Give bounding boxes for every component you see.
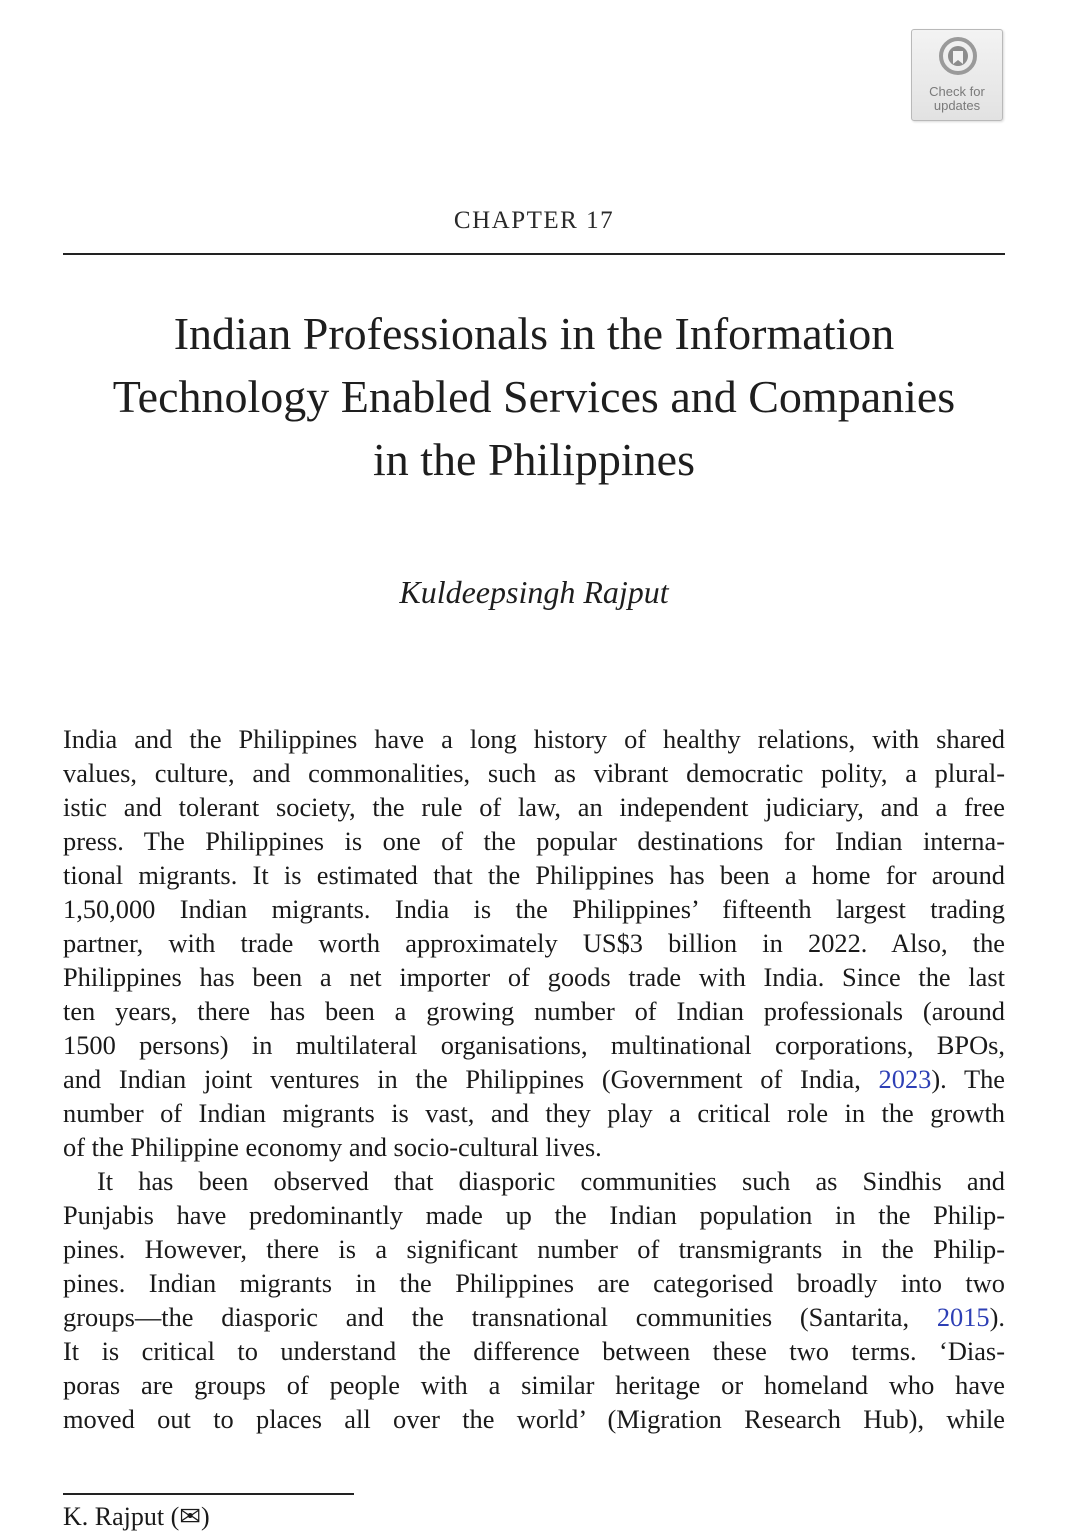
- body-text: [63, 722, 1005, 1436]
- title-line-1: Indian Professionals in the Information: [173, 308, 895, 359]
- badge-line-1: Check for: [929, 84, 985, 99]
- text-line: 1500 persons) in multilateral organisations, multinational corporations, BPOs,: [63, 1030, 1005, 1060]
- text-line: press. The Philippines is one of the popular destinations for Indian interna-: [63, 826, 1005, 856]
- text-line: partner, with trade worth approximately US$3 billion in 2022. Also, the: [63, 928, 1005, 958]
- text-line: moved out to places all over the world’ (Migration Research Hub), while: [63, 1404, 1005, 1434]
- text-line: pines. Indian migrants in the Philippines are categorised broadly into two: [63, 1268, 1005, 1298]
- text-line: It is critical to understand the difference between these two terms. ‘Dias-: [63, 1336, 1005, 1366]
- paragraph-1: [63, 722, 1005, 1164]
- text-line: pines. However, there is a significant number of transmigrants in the Philip-: [63, 1234, 1005, 1264]
- text-line: Philippines has been a net importer of goods trade with India. Since the last: [63, 962, 1005, 992]
- footnote-author: K. Rajput (✉): [63, 1502, 210, 1531]
- text-line: India and the Philippines have a long history of healthy relations, with shared: [63, 724, 1005, 754]
- text-line: of the Philippine economy and socio-cultural lives.: [63, 1132, 602, 1162]
- check-for-updates-icon: [939, 37, 977, 75]
- text-line: poras are groups of people with a similar heritage or homeland who have: [63, 1370, 1005, 1400]
- paragraph-2: [63, 1164, 1005, 1436]
- chapter-title: [63, 302, 1005, 491]
- footnote-divider: [63, 1493, 354, 1495]
- badge-text: [912, 85, 1002, 113]
- text-line: number of Indian migrants is vast, and they play a critical role in the growth: [63, 1098, 1005, 1128]
- author-name: Kuldeepsingh Rajput: [399, 574, 669, 610]
- chapter-divider: [63, 253, 1005, 255]
- text-line: istic and tolerant society, the rule of law, an independent judiciary, and a free: [63, 792, 1005, 822]
- citation-link-2023[interactable]: 2023: [878, 1064, 932, 1094]
- text-line: 1,50,000 Indian migrants. India is the Philippines’ fifteenth largest trading: [63, 894, 1005, 924]
- text-line: It has been observed that diasporic communities such as Sindhis and: [97, 1166, 1005, 1196]
- text-fragment: and Indian joint ventures in the Philippines (Government of India,: [63, 1064, 879, 1094]
- text-fragment: groups—the diasporic and the transnational communities (Santarita,: [63, 1302, 937, 1332]
- text-line: Punjabis have predominantly made up the Indian population in the Philip-: [63, 1200, 1005, 1230]
- text-line: tional migrants. It is estimated that the Philippines has been a home for around: [63, 860, 1005, 890]
- chapter-label: CHAPTER 17: [453, 207, 615, 234]
- title-line-3: in the Philippines: [373, 434, 695, 485]
- text-line: [63, 1062, 1005, 1096]
- text-fragment: ).: [989, 1302, 1005, 1332]
- citation-link-2015[interactable]: 2015: [936, 1302, 990, 1332]
- text-line: ten years, there has been a growing number of Indian professionals (around: [63, 996, 1005, 1026]
- text-fragment: ). The: [931, 1064, 1005, 1094]
- badge-line-2: updates: [933, 98, 981, 113]
- title-line-2: Technology Enabled Services and Companies: [112, 371, 956, 422]
- text-line: values, culture, and commonalities, such as vibrant democratic polity, a plural-: [63, 758, 1005, 788]
- text-line: [63, 1300, 1005, 1334]
- check-for-updates-badge[interactable]: [911, 29, 1003, 121]
